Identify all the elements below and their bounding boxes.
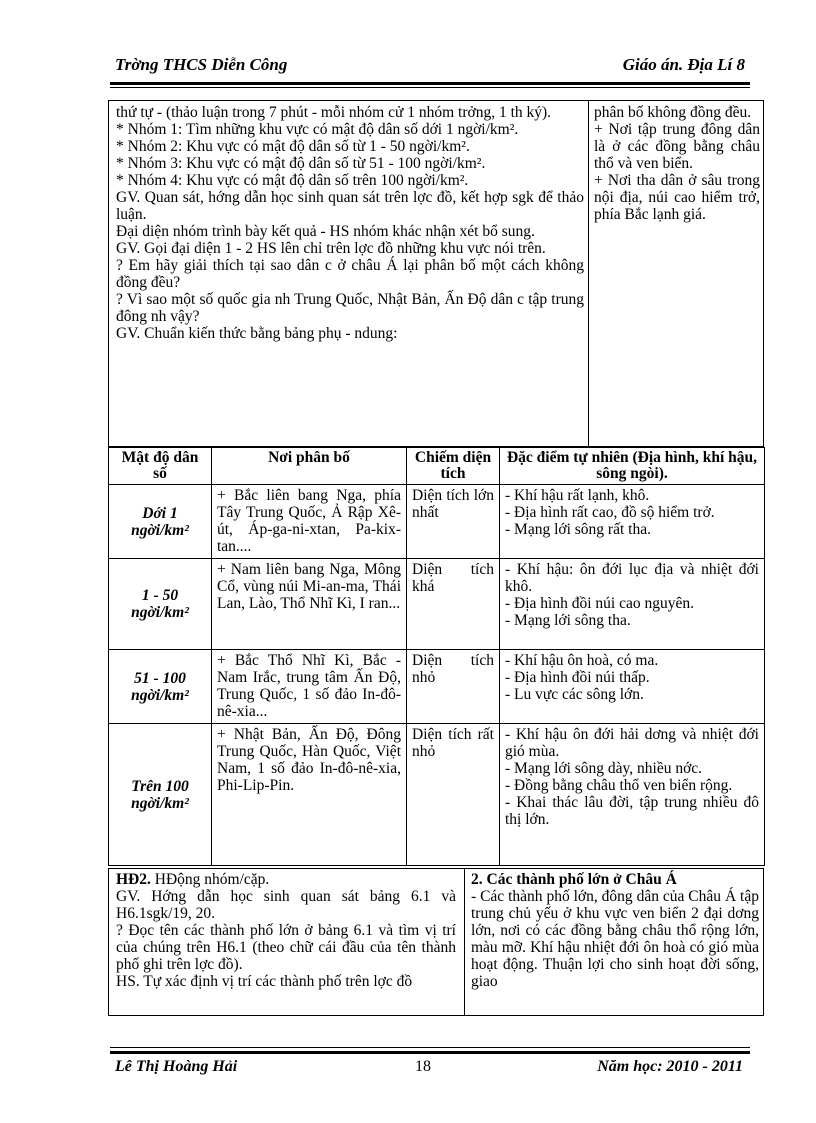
header-places: Nơi phân bố xyxy=(212,448,407,485)
text-line: GV. Quan sát, hớng dẫn học sinh quan sát trên lợc đồ, kết hợp sgk để thảo luận. xyxy=(116,189,584,223)
area-cell: Diện tích rất nhỏ xyxy=(407,724,500,866)
page-number: 18 xyxy=(415,1058,431,1075)
places-cell: + Bắc liên bang Nga, phía Tây Trung Quốc, Ả Rập Xê-út, Áp-ga-ni-xtan, Pa-kix-tan.... xyxy=(212,485,407,559)
features-cell xyxy=(500,650,765,724)
text-line: + Nơi tập trung đông dân là ở các đồng bằng châu thổ và ven biển. xyxy=(594,121,760,172)
activity-title xyxy=(116,871,456,888)
feature-line: - Địa hình đồi núi thấp. xyxy=(505,669,650,686)
text-line: phân bố không đồng đều. xyxy=(594,104,752,121)
feature-line: - Đồng bằng châu thổ ven biển rộng. xyxy=(505,777,733,794)
text-line: * Nhóm 3: Khu vực có mật độ dân số từ 51 - 100 ngời/km². xyxy=(116,155,486,172)
author-name: Lê Thị Hoàng Hải xyxy=(115,1058,238,1075)
feature-line: - Khí hậu ôn đới hải dơng và nhiệt đới gió mùa. xyxy=(505,726,759,760)
text-line: * Nhóm 2: Khu vực có mật độ dân số từ 1 - 50 ngời/km². xyxy=(116,138,470,155)
activity-box xyxy=(108,100,764,447)
column-divider xyxy=(588,101,589,446)
features-cell xyxy=(500,724,765,866)
area-cell: Diện tích nhỏ xyxy=(407,650,500,724)
text-line: GV. Hớng dẫn học sinh quan sát bảng 6.1 và H6.1sgk/19, 20. xyxy=(116,888,456,922)
text-line: ? Vì sao một số quốc gia nh Trung Quốc, Nhật Bản, Ấn Độ dân c tập trung đông nh vậy? xyxy=(116,291,584,325)
content-summary-2 xyxy=(471,871,759,990)
header-features: Đặc điểm tự nhiên (Địa hình, khí hậu, sông ngòi). xyxy=(500,448,765,485)
footer-rule-thin xyxy=(110,1047,750,1048)
feature-line: - Địa hình rất cao, đồ sộ hiểm trở. xyxy=(505,504,715,521)
density-cell: Dới 1 ngời/km² xyxy=(109,485,212,559)
feature-line: - Lu vực các sông lớn. xyxy=(505,686,644,703)
feature-line: - Mạng lới sông rất tha. xyxy=(505,521,651,538)
density-cell: 1 - 50 ngời/km² xyxy=(109,559,212,650)
text-line: HS. Tự xác định vị trí các thành phố trên lợc đồ xyxy=(116,973,413,990)
activity-label: HĐ2. xyxy=(116,871,151,888)
text-line: GV. Gọi đại diện 1 - 2 HS lên chỉ trên lợc đồ những khu vực nói trên. xyxy=(116,240,546,257)
feature-line: - Khí hậu: ôn đới lục địa và nhiệt đới khô. xyxy=(505,561,759,595)
places-cell: + Nam liên bang Nga, Mông Cổ, vùng núi Mi-an-ma, Thái Lan, Lào, Thổ Nhĩ Kì, I ran... xyxy=(212,559,407,650)
school-name: Trờng THCS Diễn Công xyxy=(115,55,288,74)
feature-line: - Khí hậu rất lạnh, khô. xyxy=(505,487,650,504)
feature-line: - Địa hình đồi núi cao nguyên. xyxy=(505,595,694,612)
features-cell xyxy=(500,485,765,559)
table-row xyxy=(109,650,765,724)
content-summary xyxy=(594,104,760,223)
text-line: + Nơi tha dân ở sâu trong nội địa, núi cao hiểm trở, phía Bắc lạnh giá. xyxy=(594,172,760,223)
text-line: - Các thành phố lớn, đông dân của Châu Á tập trung chủ yếu ở khu vực ven biển 2 đại dơng lớn, nơi có các đồng bằng châu thổ rộng lớn, màu mỡ. Khí hậu nhiệt đới ôn hoà có gió mùa hoạt động. Thuận lợi cho sinh hoạt đời sống, giao xyxy=(471,888,759,990)
density-cell: 51 - 100 ngời/km² xyxy=(109,650,212,724)
area-cell: Diện tích lớn nhất xyxy=(407,485,500,559)
places-cell: + Nhật Bản, Ấn Độ, Đông Trung Quốc, Hàn Quốc, Việt Nam, 1 số đảo In-đô-nê-xia, Phi-Lip-Pin. xyxy=(212,724,407,866)
column-divider xyxy=(464,869,465,1015)
table-row xyxy=(109,724,765,866)
text-line: * Nhóm 1: Tìm những khu vực có mật độ dân số dới 1 ngời/km². xyxy=(116,121,519,138)
table-row xyxy=(109,485,765,559)
school-year: Năm học: 2010 - 2011 xyxy=(597,1058,743,1075)
text-line: thứ tự - (thảo luận trong 7 phút - mỗi nhóm cử 1 nhóm trởng, 1 th ký). xyxy=(116,104,552,121)
places-cell: + Bắc Thổ Nhĩ Kì, Bắc - Nam Irắc, trung tâm Ấn Độ, Trung Quốc, 1 số đảo In-đô-nê-xia... xyxy=(212,650,407,724)
feature-line: - Mạng lới sông dày, nhiều nớc. xyxy=(505,760,703,777)
teacher-activities-2 xyxy=(116,871,456,990)
header-area: Chiếm diện tích xyxy=(407,448,500,485)
area-cell: Diện tích khá xyxy=(407,559,500,650)
feature-line: - Khí hậu ôn hoà, có ma. xyxy=(505,652,659,669)
feature-line: - Mạng lới sông tha. xyxy=(505,612,631,629)
text-line: * Nhóm 4: Khu vực có mật độ dân số trên 100 ngời/km². xyxy=(116,172,469,189)
feature-line: - Khai thác lâu đời, tập trung nhiều đô thị lớn. xyxy=(505,794,759,828)
header-rule xyxy=(110,82,750,85)
text-line: Đại diện nhóm trình bày kết quả - HS nhóm khác nhận xét bổ sung. xyxy=(116,223,535,240)
teacher-activities xyxy=(116,104,584,342)
footer-rule xyxy=(110,1051,750,1054)
subject-title: Giáo án. Địa Lí 8 xyxy=(622,55,745,74)
density-cell: Trên 100 ngời/km² xyxy=(109,724,212,866)
table-row xyxy=(109,559,765,650)
text-line: GV. Chuẩn kiến thức bằng bảng phụ - ndung: xyxy=(116,325,398,342)
features-cell xyxy=(500,559,765,650)
population-density-table xyxy=(108,447,765,866)
text-line: ? Đọc tên các thành phố lớn ở bảng 6.1 và tìm vị trí của chúng trên H6.1 (theo chữ cái đầu của tên thành phố ghi trên lợc đồ). xyxy=(116,922,456,973)
page-header xyxy=(113,51,747,81)
section-heading: 2. Các thành phố lớn ở Châu Á xyxy=(471,871,677,888)
activity-box-2 xyxy=(108,868,764,1016)
text-line: ? Em hãy giải thích tại sao dân c ở châu Á lại phân bố một cách không đồng đều? xyxy=(116,257,584,291)
table-header-row xyxy=(109,448,765,485)
header-rule-thin xyxy=(110,87,750,88)
page-footer xyxy=(113,1058,747,1082)
header-density: Mật độ dân số xyxy=(109,448,212,485)
activity-label-rest: HĐộng nhóm/cặp. xyxy=(154,871,270,888)
